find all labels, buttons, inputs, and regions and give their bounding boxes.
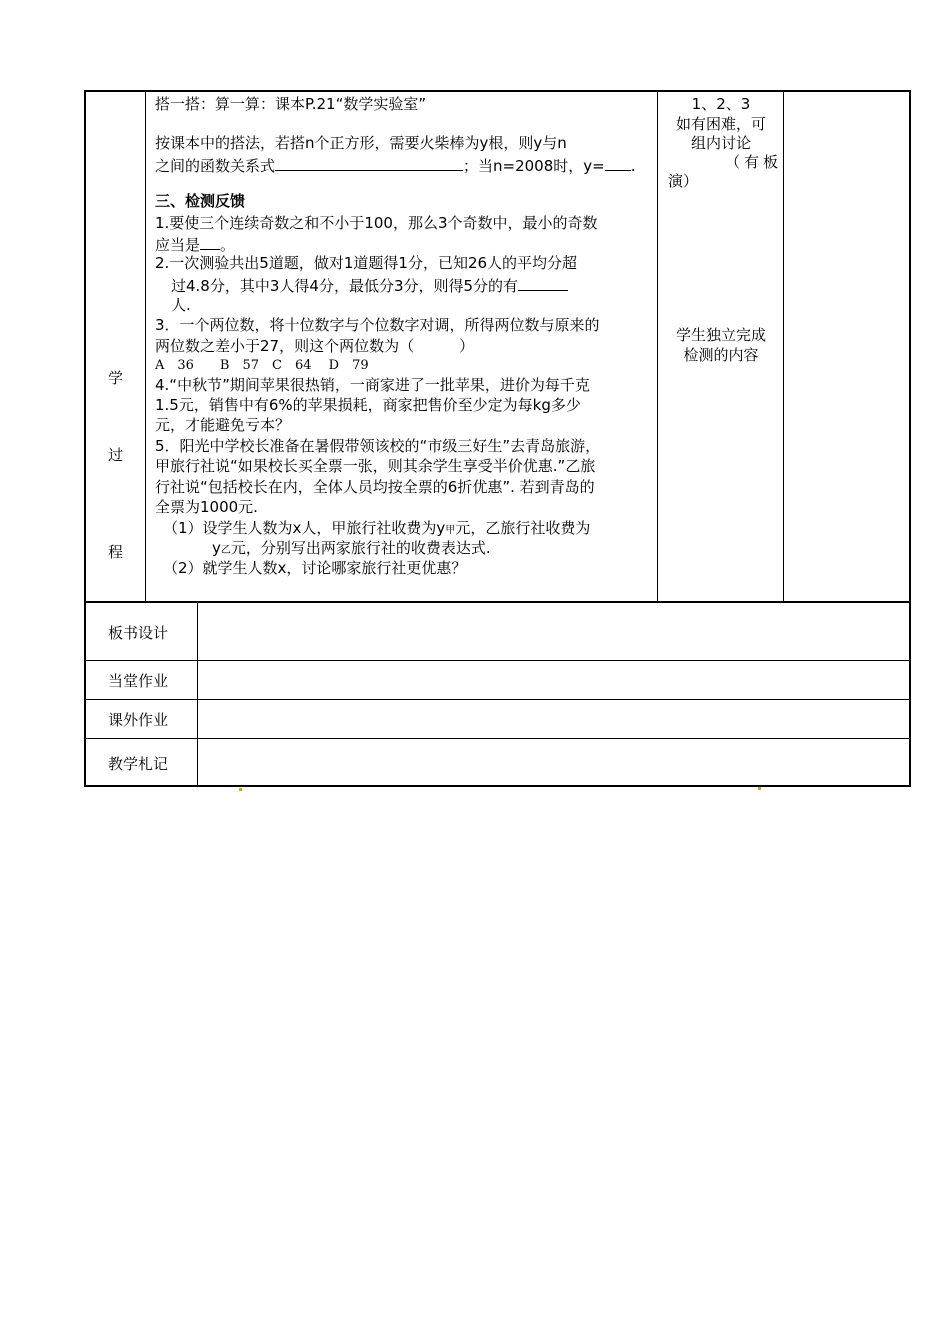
side-label-char: 程 [108, 543, 124, 561]
answer-blank [605, 154, 631, 171]
divider [84, 601, 911, 603]
question-line: 甲旅行社说“如果校长买全票一张，则其余学生享受半价优惠.”乙旅 [155, 457, 596, 475]
answer-blank [200, 233, 220, 250]
activity-text: ；当n=2008时，y= [463, 157, 605, 175]
row-label-homework: 课外作业 [108, 711, 169, 729]
row-label-classwork: 当堂作业 [108, 672, 169, 690]
question-text: 元，分别写出两家旅行社的收费表达式. [230, 539, 491, 557]
note-text: （有板 [724, 153, 782, 171]
question-options: A 36 B 57 C 64 D 79 [155, 358, 369, 373]
question-line: 行社说“包括校长在内，全体人员均按全票的6折优惠”. 若到青岛的 [155, 478, 595, 496]
activity-text: 之间的函数关系式 [155, 157, 276, 175]
question-line: （2）就学生人数x，讨论哪家旅行社更优惠？ [163, 559, 467, 577]
divider [783, 90, 784, 602]
row-label-teaching-notes: 教学札记 [108, 755, 169, 773]
note-text: 演） [668, 172, 699, 190]
divider [145, 90, 146, 602]
divider [84, 660, 911, 661]
note-text: 1、2、3 [691, 95, 751, 113]
question-line: 1.要使三个连续奇数之和不小于100，那么3个奇数中，最小的奇数 [155, 214, 598, 232]
note-text: 检测的内容 [683, 346, 759, 364]
question-line: 4.“中秋节”期间苹果很热销，一商家进了一批苹果，进价为每千克 [155, 376, 590, 394]
section-title: 三、检测反馈 [155, 192, 246, 210]
question-text: 应当是 [155, 236, 201, 254]
question-text: （1）设学生人数为x人，甲旅行社收费为y [163, 519, 446, 537]
question-text: 过4.8分，其中3人得4分，最低分3分，则得5分的有 [171, 277, 519, 295]
question-line: 2.一次测验共出5道题，做对1道题得1分，已知26人的平均分超 [155, 254, 578, 272]
question-line: 全票为1000元. [155, 498, 258, 516]
question-line: 1.5元，销售中有6%的苹果损耗，商家把售价至少定为每kg多少 [155, 396, 581, 414]
divider [657, 90, 658, 602]
note-text: 组内讨论 [690, 134, 751, 152]
subscript: 乙 [220, 545, 231, 556]
decorative-mark [239, 788, 242, 791]
activity-line: 按课本中的搭法，若搭n个正方形，需要火柴棒为y根，则y与n [155, 134, 567, 152]
question-line [171, 274, 568, 296]
question-line: 3．一个两位数，将十位数字与个位数字对调，所得两位数与原来的 [155, 316, 600, 334]
question-text: y [212, 539, 221, 557]
question-text: 元，乙旅行社收费为 [455, 519, 591, 537]
answer-blank [518, 274, 568, 291]
note-text: 学生独立完成 [675, 326, 766, 344]
decorative-mark [758, 787, 761, 790]
question-text: 。 [220, 236, 236, 254]
answer-blank [275, 154, 463, 171]
side-label-char: 过 [108, 446, 124, 464]
divider [84, 738, 911, 739]
question-line [155, 233, 235, 255]
side-label-char: 学 [108, 369, 124, 387]
subscript: 甲 [445, 525, 456, 536]
divider [197, 602, 198, 786]
activity-line [155, 154, 636, 176]
activity-text: . [630, 157, 636, 175]
question-line: 两位数之差小于27，则这个两位数为（ ） [155, 337, 475, 355]
divider [84, 699, 911, 700]
question-line: 5．阳光中学校长准备在暑假带领该校的“市级三好生”去青岛旅游， [155, 437, 601, 455]
row-label-board-design: 板书设计 [108, 624, 169, 642]
activity-line: 搭一搭：算一算：课本P.21“数学实验室” [155, 95, 427, 113]
question-line: 人. [171, 296, 191, 314]
question-line: 元，才能避免亏本？ [155, 416, 291, 434]
note-text: 如有困难，可 [675, 115, 766, 133]
